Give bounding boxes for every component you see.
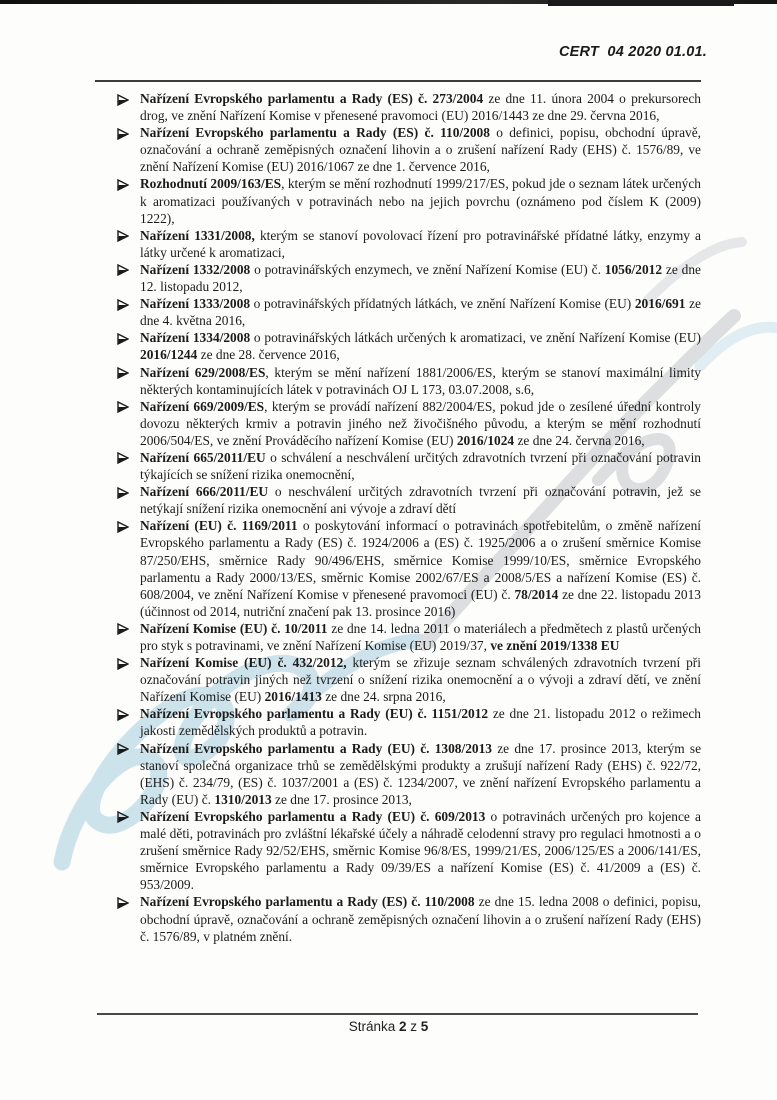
arrow-bullet-icon [117,364,140,398]
list-item-text: Rozhodnutí 2009/163/ES, kterým se mění rozhodnutí 1999/217/ES, pokud jde o seznam látek určených k aromatizaci používaných v potravinách nebo na jejich povrchu (oznámeno pod číslem K (2009) 1222), [140,176,702,226]
list-item [117,740,701,808]
arrow-bullet-icon [117,893,140,944]
list-item [117,654,701,705]
arrow-bullet-icon [117,295,140,329]
arrow-bullet-icon [117,398,140,449]
arrow-bullet-icon [117,261,140,295]
list-item [117,261,701,295]
list-item-text: Nařízení Evropského parlamentu a Rady (EU) č. 1151/2012 ze dne 21. listopadu 2012 o režimech jakosti zemědělských produktů a potravin. [140,706,701,739]
arrow-bullet-icon [117,90,140,124]
list-item-text: Nařízení Evropského parlamentu a Rady (EU) č. 1308/2013 ze dne 17. prosince 2013, kterým se stanoví společná organizace trhů se zemědělskými produkty a zrušují nařízení Rady (EHS) č. 922/72, (EHS) č. 234/79, (ES) č. 1037/2001 a (ES) č. 1234/2007, ve znění nařízení Evropského parlamentu a Rady (EU) č. 1310/2013 ze dne 17. prosince 2013, [140,740,702,807]
arrow-bullet-icon [117,329,140,363]
footer-page-number: 2 [398,1019,407,1034]
list-item-text: Nařízení 665/2011/EU o schválení a neschválení určitých zdravotních tvrzení při označování potravin týkajících se snížení rizika onemocnění, [140,449,701,483]
arrow-bullet-icon [117,808,140,893]
list-item-text: Nařízení 1333/2008 o potravinářských přídatných látkách, ve znění Nařízení Komise (EU) 2016/691 ze dne 4. května 2016, [140,296,701,329]
arrow-bullet-icon [117,654,140,705]
regulation-list [117,90,701,945]
list-item [117,124,701,175]
list-item-text: Nařízení 629/2008/ES, kterým se mění nařízení 1881/2006/ES, kterým se stanoví maximální limity některých kontaminujících látek v potravinách OJ L 173, 03.07.2008, s.6, [140,364,701,397]
list-item-text: Nařízení 1332/2008 o potravinářských enzymech, ve znění Nařízení Komise (EU) č. 1056/2012 ze dne 12. listopadu 2012, [140,261,701,295]
arrow-bullet-icon [117,483,140,517]
list-item-text: Nařízení Evropského parlamentu a Rady (ES) č. 273/2004 ze dne 11. února 2004 o prekursorech drog, ve znění Nařízení Komise v přenesené pravomoci (EU) 2016/1443 ze dne 29. června 2016, [140,91,701,124]
footer-of-word: z [410,1019,418,1034]
list-item [117,227,701,261]
list-item [117,705,701,739]
list-item-text: Nařízení Evropského parlamentu a Rady (ES) č. 110/2008 o definici, popisu, obchodní úpravě, označování a ochraně zeměpisných označení lihovin a o zrušení nařízení Rady (EHS) č. 1576/89, ve znění Nařízení Komise (EU) 2016/1067 ze dne 1. července 2016, [140,125,702,175]
list-item [117,398,701,449]
list-item [117,175,701,226]
footer-total-pages: 5 [420,1019,429,1034]
arrow-bullet-icon [117,740,140,808]
list-item [117,808,701,893]
arrow-bullet-icon [117,620,140,654]
list-item-text: Nařízení Evropského parlamentu a Rady (ES) č. 110/2008 ze dne 15. ledna 2008 o definici, popisu, obchodní úpravě, označování a ochraně zeměpisných označení lihovin a o zrušení nařízení Rady (EHS) č. 1576/89, v platném znění. [140,894,701,944]
list-item-text: Nařízení 1331/2008, kterým se stanoví povolovací řízení pro potravinářské přídatné látky, enzymy a látky určené k aromatizaci, [140,227,701,260]
arrow-bullet-icon [117,517,140,620]
arrow-bullet-icon [117,449,140,483]
list-item-text: Nařízení Komise (EU) č. 432/2012, kterým se zřizuje seznam schválených zdravotních tvrzení při označování potravin jiných než tvrzení o snížení rizika onemocnění a o vývoji a zdraví dětí, ve znění Nařízení Komise (EU) 2016/1413 ze dne 24. srpna 2016, [140,655,701,705]
arrow-bullet-icon [117,227,140,261]
list-item [117,329,701,363]
footer-rule [97,1013,698,1015]
footer-page-label: Stránka [348,1019,396,1034]
arrow-bullet-icon [117,124,140,175]
list-item [117,364,701,398]
arrow-bullet-icon [117,705,140,739]
page-footer [0,1019,777,1034]
list-item [117,620,701,654]
list-item-text: Nařízení 1334/2008 o potravinářských látkách určených k aromatizaci, ve znění Nařízení Komise (EU) 2016/1244 ze dne 28. července 2016, [140,330,701,363]
arrow-bullet-icon [117,175,140,226]
list-item-text: Nařízení Evropského parlamentu a Rady (EU) č. 609/2013 o potravinách určených pro kojence a malé děti, potravinách pro zvláštní lékařské účely a náhradě celodenní stravy pro regulaci hmotnosti a o zrušení směrnice Rady 92/52/EHS, směrnic Komise 96/8/ES, 1999/21/ES, 2006/125/ES a 2006/141/ES, směrnice Evropského parlamentu a Rady 09/39/ES a nařízení Komise (ES) č. 41/2009 a (ES) č. 953/2009. [140,808,701,893]
header-rule [95,80,701,82]
list-item-text: Nařízení (EU) č. 1169/2011 o poskytování informací o potravinách spotřebitelům, o změně nařízení Evropského parlamentu a Rady (ES) č. 1924/2006 a (ES) č. 1925/2006 a o zrušení směrnice Komise 87/250/EHS, směrnice Rady 90/496/EHS, směrnice Komise 1999/10/ES, směrnice Evropského parlamentu a Rady 2000/13/ES, směrnic Komise 2002/67/ES a 2008/5/ES a nařízení Komise (ES) č. 608/2004, ve znění Nařízení Komise v přenesené pravomoci (EU) č. 78/2014 ze dne 22. listopadu 2013 (účinnost od 2014, nutriční značení pak 13. prosince 2016) [140,518,701,619]
list-item-text: Nařízení Komise (EU) č. 10/2011 ze dne 14. ledna 2011 o materiálech a předmětech z plastů určených pro styk s potravinami, ve znění Nařízení Komise (EU) 2019/37, ve znění 2019/1338 EU [140,620,701,653]
header-doc-code: CERT 04 2020 01.01. [558,44,707,60]
list-item [117,893,701,944]
list-item-text: Nařízení 669/2009/ES, kterým se provádí nařízení 882/2004/ES, pokud jde o zesílené úřední kontroly dovozu některých krmiv a potravin jiného než živočišného původu, a kterým se mění rozhodnutí 2006/504/ES, ve znění Prováděcího nařízení Komise (EU) 2016/1024 ze dne 24. června 2016, [140,398,701,448]
list-item [117,517,701,620]
list-item-text: Nařízení 666/2011/EU o neschválení určitých zdravotních tvrzení při označování potravin, jež se netýkají snížení rizika onemocnění ani vývoje a zdraví dětí [140,484,701,517]
list-item [117,449,701,483]
list-item [117,295,701,329]
list-item [117,483,701,517]
list-item [117,90,701,124]
scan-edge-artifact [548,0,734,6]
